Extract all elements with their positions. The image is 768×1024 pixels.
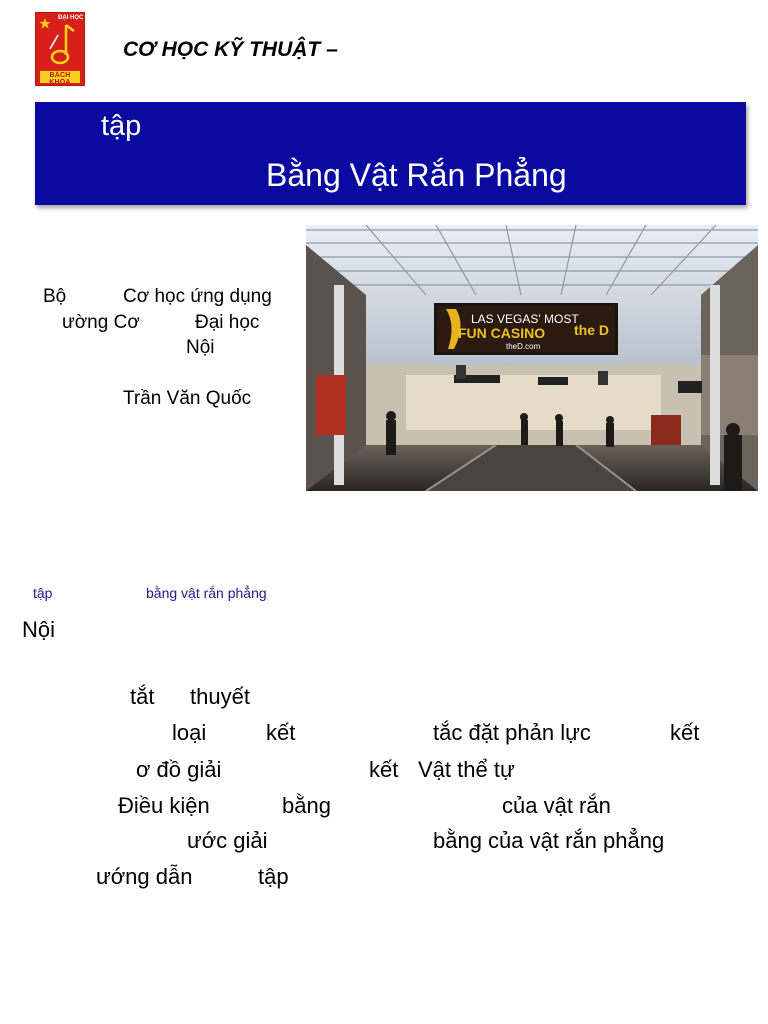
- item-2c: tắc đặt phản lực: [433, 720, 591, 745]
- billboard-line-1: LAS VEGAS' MOST: [471, 312, 579, 326]
- course-title: CƠ HỌC KỸ THUẬT –: [123, 38, 338, 61]
- author-name: Trần Văn Quốc: [123, 388, 252, 409]
- item-3b: kết: [369, 757, 399, 782]
- item-3c: Vật thể tự: [418, 757, 515, 782]
- item-4b: bằng: [282, 793, 331, 818]
- logo-band-text: BÁCH KHOA: [49, 72, 71, 86]
- title-banner: [35, 102, 746, 205]
- billboard-url: theD.com: [506, 342, 541, 351]
- contents-heading: Nội: [22, 617, 56, 642]
- school-label: ường Cơ: [62, 312, 140, 333]
- item-2b: kết: [266, 720, 296, 745]
- department-label: Bộ: [43, 286, 67, 307]
- logo-band: [40, 71, 80, 86]
- university-logo: [35, 12, 85, 86]
- item-2a: loại: [172, 720, 207, 745]
- banner-line-2: Bằng Vật Rắn Phẳng: [266, 157, 567, 193]
- item-1a: tắt: [130, 684, 155, 709]
- city-label: Nội: [186, 337, 215, 358]
- item-3a: ơ đồ giải: [136, 757, 222, 782]
- item-1b: thuyết: [190, 684, 250, 709]
- airport-photo: [306, 225, 758, 491]
- billboard-line-2: FUN CASINO: [458, 325, 546, 341]
- logo-emblem-icon: [36, 13, 86, 73]
- billboard-brand: the D: [574, 322, 609, 338]
- department-name: Cơ học ứng dụng: [123, 286, 272, 307]
- item-4a: Điều kiện: [118, 793, 210, 818]
- item-6a: ướng dẫn: [96, 864, 193, 889]
- university-label: Đại học: [195, 312, 260, 333]
- subheader-left: tập: [33, 585, 53, 601]
- subheader-right: bằng vật rắn phẳng: [146, 585, 267, 601]
- item-5b: bằng của vật rắn phẳng: [433, 828, 665, 853]
- banner-line-1: tập: [101, 110, 142, 142]
- item-2d: kết: [670, 720, 700, 745]
- item-6b: tập: [258, 864, 289, 889]
- logo-top-text: ĐẠI HỌC: [58, 15, 84, 21]
- item-4c: của vật rắn: [502, 793, 611, 818]
- item-5a: ước giải: [187, 828, 268, 853]
